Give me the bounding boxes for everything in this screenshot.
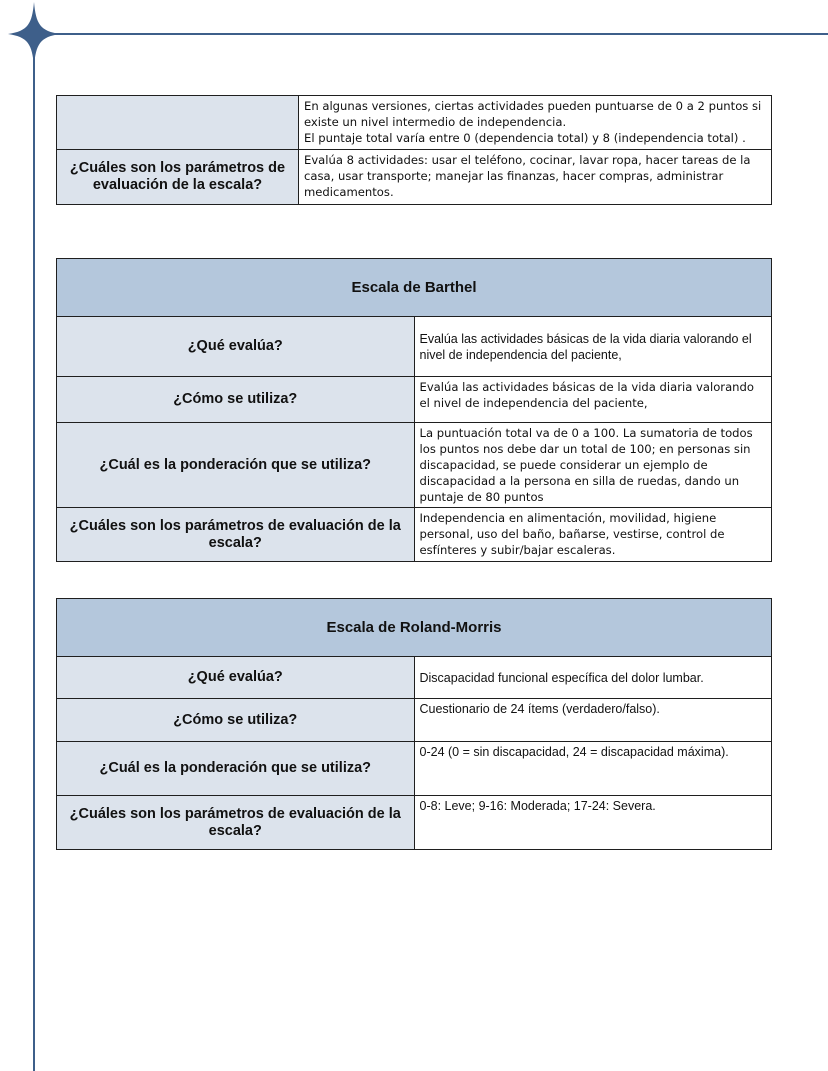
question-cell: ¿Qué evalúa? [57, 657, 415, 699]
answer-line: El puntaje total varía entre 0 (dependencia total) y 8 (independencia total) . [304, 131, 746, 145]
answer-cell: La puntuación total va de 0 a 100. La sumatoria de todos los puntos nos debe dar un total de 100; en personas sin discapacidad, se puede considerar un ejemplo de discapacidad a la persona en silla de ruedas, dando un puntaje de 80 puntos [414, 423, 772, 508]
answer-cell: Independencia en alimentación, movilidad, higiene personal, uso del baño, bañarse, vestirse, control de esfínteres y subir/bajar escaleras. [414, 508, 772, 562]
question-cell: ¿Cuáles son los parámetros de evaluación de la escala? [57, 150, 299, 205]
table-row [57, 377, 772, 423]
table-title: Escala de Barthel [57, 259, 772, 317]
roland-morris-table [56, 598, 772, 850]
question-cell: ¿Cómo se utiliza? [57, 699, 415, 742]
answer-cell: 0-8: Leve; 9-16: Moderada; 17-24: Severa. [414, 796, 772, 850]
table-row [57, 317, 772, 377]
table-header-row [57, 259, 772, 317]
answer-cell: Cuestionario de 24 ítems (verdadero/falso). [414, 699, 772, 742]
top-rule [20, 33, 828, 35]
lawton-table-continued [56, 95, 772, 205]
question-cell: ¿Cuál es la ponderación que se utiliza? [57, 742, 415, 796]
table-row [57, 423, 772, 508]
question-cell: ¿Cómo se utiliza? [57, 377, 415, 423]
question-cell: ¿Qué evalúa? [57, 317, 415, 377]
answer-cell [299, 96, 772, 150]
left-rule [33, 20, 35, 1071]
question-cell [57, 96, 299, 150]
answer-cell: Evalúa 8 actividades: usar el teléfono, cocinar, lavar ropa, hacer tareas de la casa, usar transporte; manejar las finanzas, hacer compras, administrar medicamentos. [299, 150, 772, 205]
answer-cell: Evalúa las actividades básicas de la vida diaria valorando el nivel de independencia del paciente, [414, 317, 772, 377]
table-row [57, 150, 772, 205]
table-row [57, 796, 772, 850]
table-row [57, 742, 772, 796]
four-point-star-icon [4, 2, 64, 66]
table-row [57, 96, 772, 150]
question-cell: ¿Cuál es la ponderación que se utiliza? [57, 423, 415, 508]
question-cell: ¿Cuáles son los parámetros de evaluación de la escala? [57, 508, 415, 562]
question-cell: ¿Cuáles son los parámetros de evaluación de la escala? [57, 796, 415, 850]
answer-cell: Evalúa las actividades básicas de la vida diaria valorando el nivel de independencia del paciente, [414, 377, 772, 423]
table-title: Escala de Roland-Morris [57, 599, 772, 657]
table-row [57, 657, 772, 699]
answer-line: En algunas versiones, ciertas actividades pueden puntuarse de 0 a 2 puntos si existe un nivel intermedio de independencia. [304, 99, 762, 129]
table-row [57, 508, 772, 562]
table-row [57, 699, 772, 742]
table-header-row [57, 599, 772, 657]
answer-cell: Discapacidad funcional específica del dolor lumbar. [414, 657, 772, 699]
answer-cell: 0-24 (0 = sin discapacidad, 24 = discapacidad máxima). [414, 742, 772, 796]
barthel-table [56, 258, 772, 562]
